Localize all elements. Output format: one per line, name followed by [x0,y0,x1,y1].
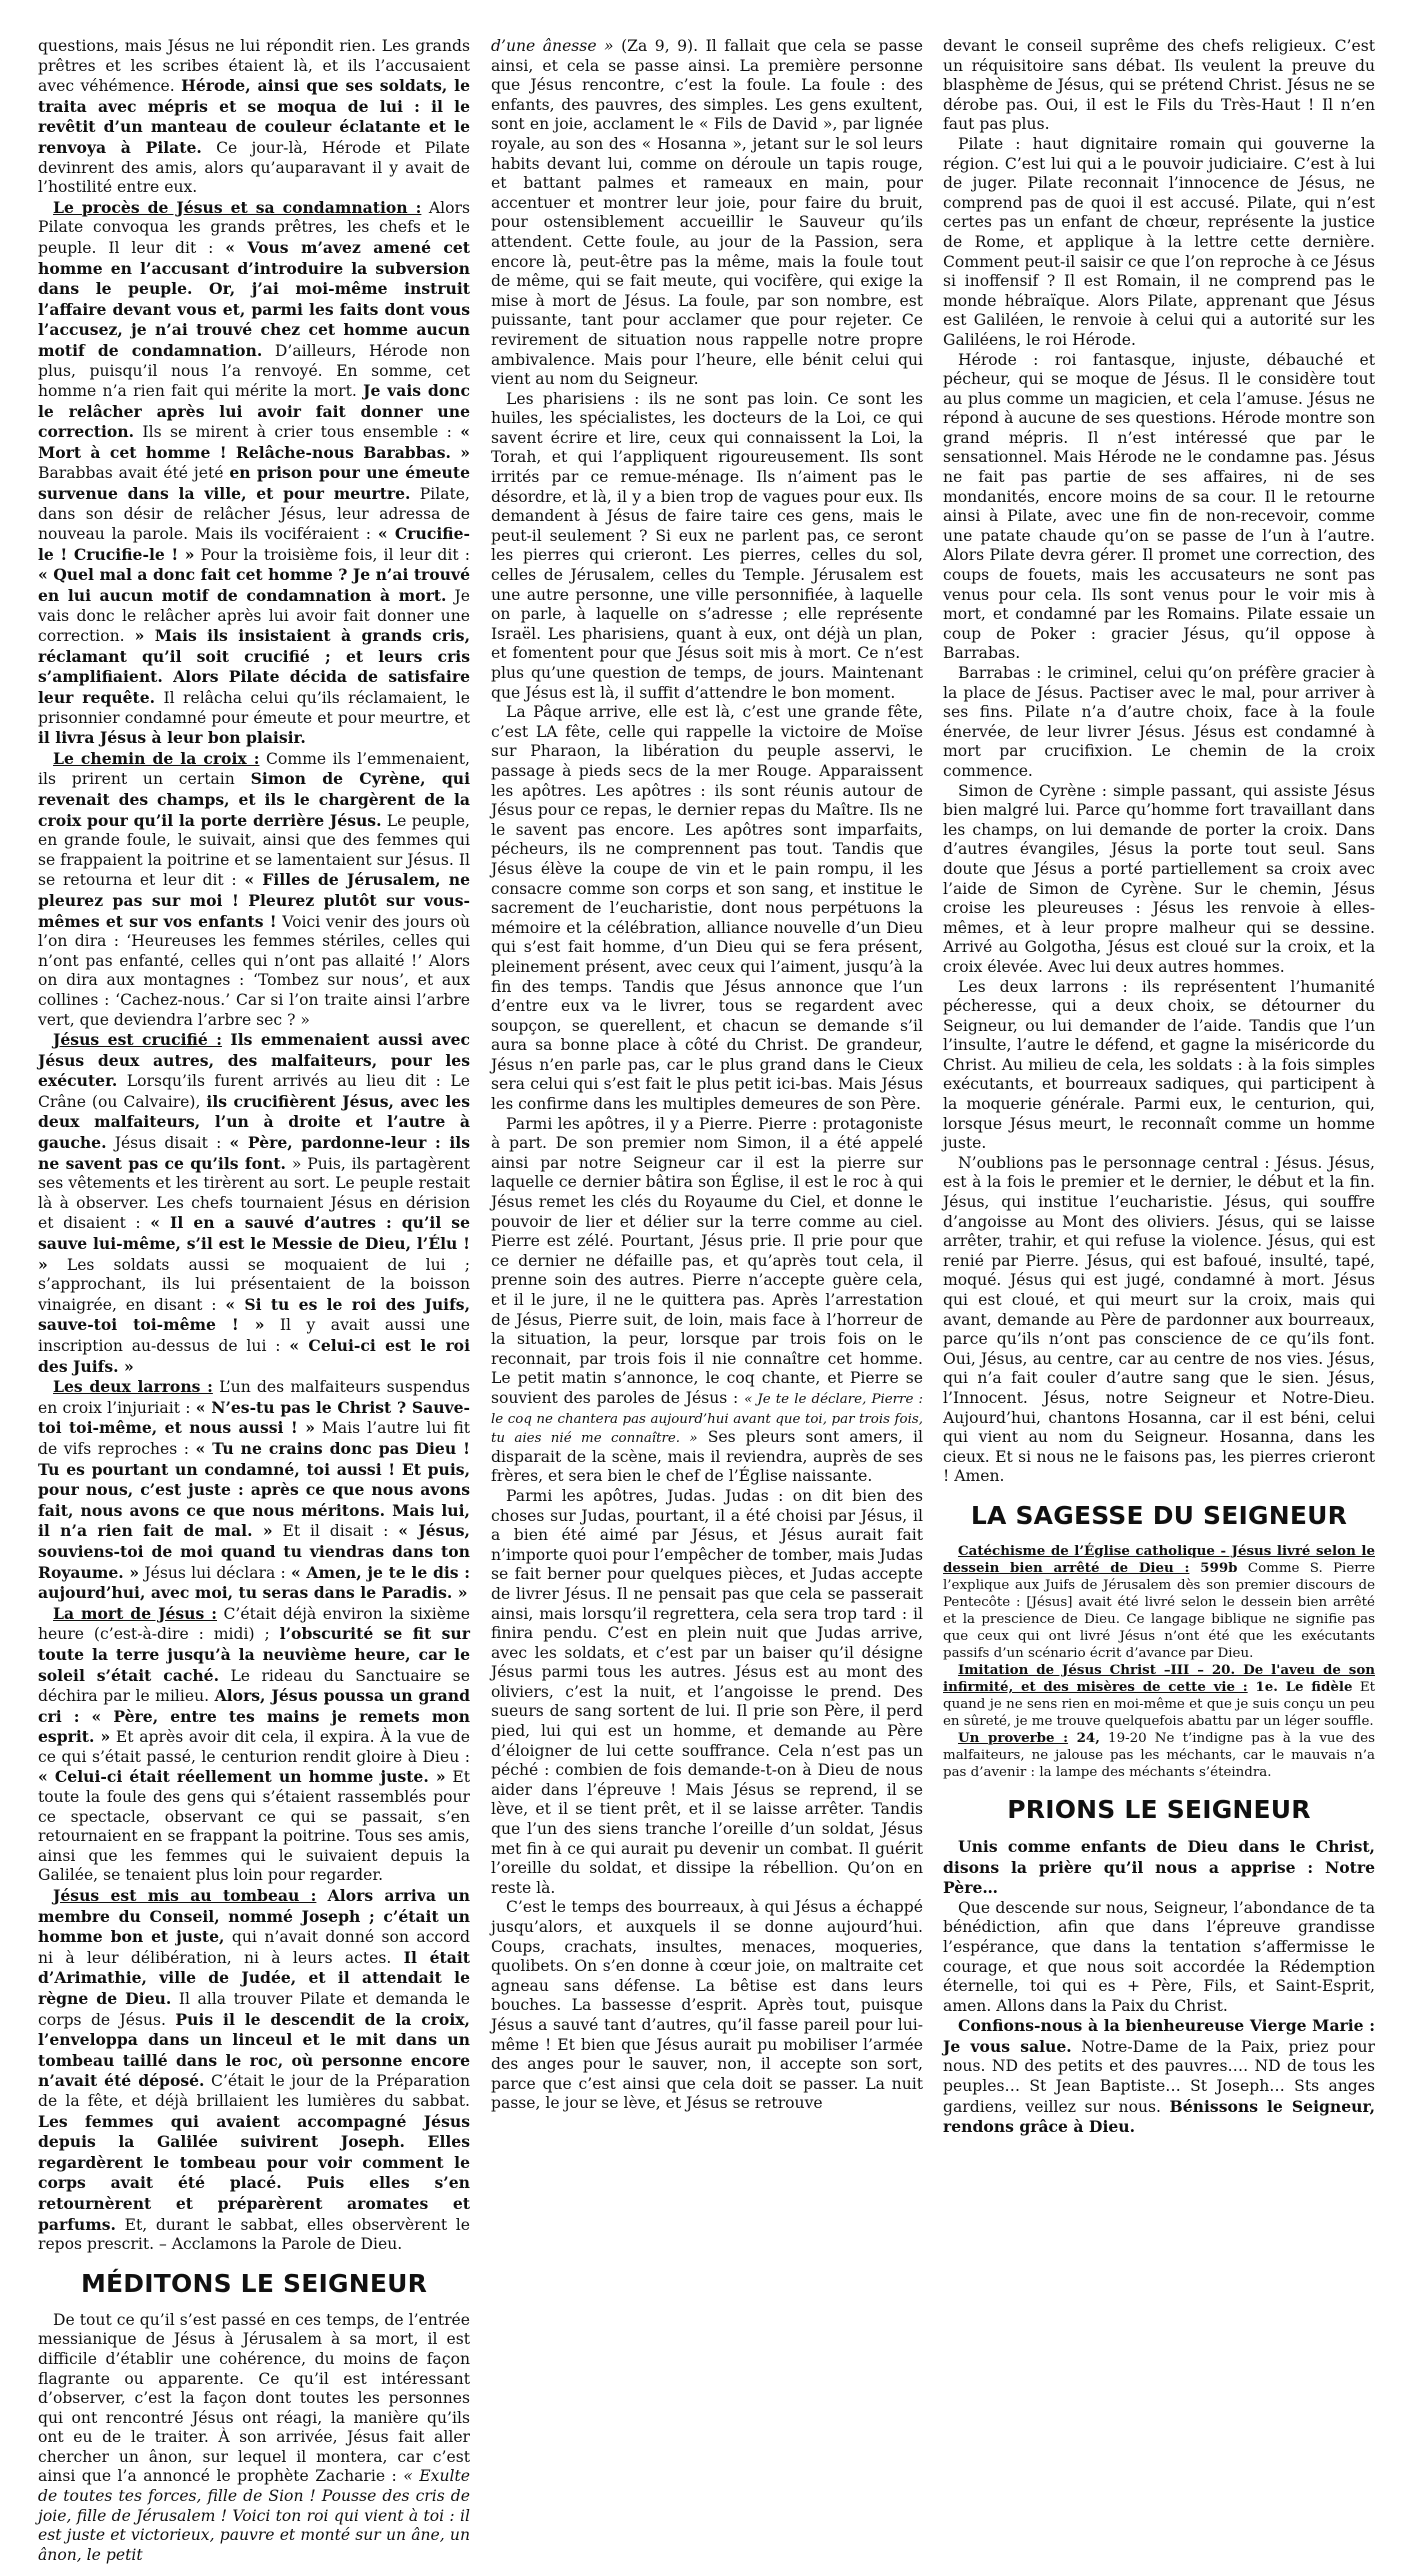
paragraph: La Pâque arrive, elle est là, c’est une grande fête, c’est LA fête, celle qui rappelle la victoire de Moïse sur Pharaon, la libération du peuple asservi, le passage à pieds secs de la mer Rouge. Apparaissent les apôtres. Les apôtres : ils sont réunis autour de Jésus pour ce repas, le dernier repas du Maître. Ils ne le savent pas encore. Les apôtres sont imparfaits, pécheurs, ils ne comprennent pas tout. Tandis que Jésus élève la coupe de vin et le pain rompu, il les consacre comme son corps et son sang, et institue le sacrement de l’eucharistie, dont nous perpétuons la mémoire et la célébration, alliance nouvelle d’un Dieu qui s’est fait homme, d’un Dieu qui se fera présent, pleinement présent, avec ceux qui l’aiment, jusqu’à la fin des temps. Tandis que Jésus annonce que l’un d’entre eux va le livrer, tous se regardent avec soupçon, se querellent, et chacun se demande s’il aura sa bonne place à côté du Christ. De grandeur, Jésus n’en parle pas, car le plus grand dans le Cieux sera celui qui s’est fait le plus petit ici-bas. Mais Jésus les confirme dans les multiples demeures de son Père. [491,703,923,1114]
section-heading: Le procès de Jésus et sa condamnation : [53,197,422,217]
paragraph: Barrabas : le criminel, celui qu’on préfère gracier à la place de Jésus. Pactiser avec le mal, pour arriver à ses fins. Pilate n’a d’autre choix, face à la foule énervée, de leur livrer Jésus. Jésus est condamné à mort par crucifixion. Le chemin de la croix commence. [943,664,1375,780]
section-heading: La mort de Jésus : [53,1603,218,1623]
paragraph: N’oublions pas le personnage central : Jésus. Jésus, est à la fois le premier et le dernier, le début et la fin. Jésus, qui institue l’eucharistie. Jésus, qui souffre d’angoisse au Mont des oliviers. Jésus, qui se laisse arrêter, trahir, et qui refuse la violence. Jésus, qui est renié par Pierre. Jésus, qui est bafoué, insulté, tapé, moqué. Jésus qui est jugé, condamné à mort. Jésus qui est cloué, et qui meurt sur la croix, mais qui avant, demande au Père de pardonner aux bourreaux, parce qu’ils n’ont pas conscience de ce qu’ils font. Oui, Jésus, au centre, car au centre de nos vies. Jésus, qui n’a fait couler d’autre sang que le sien. Jésus, l’Innocent. Jésus, notre Seigneur et Notre-Dieu. Aujourd’hui, chantons Hosanna, car il est béni, celui qui vient au nom du Seigneur. Hosanna, dans les cieux. Et si nous ne le faisons pas, les pierres crieront ! Amen. [943,1153,1375,1486]
paragraph: Parmi les apôtres, Judas. Judas : on dit bien des choses sur Judas, pourtant, il a été choisi par Jésus, il a bien été aimé par Jésus, et Jésus aurait fait n’importe quoi pour l’empêcher de tomber, mais Judas se fait berner pour quelques pièces, et Judas accepte de livrer Jésus. Il ne pensait pas que cela se passerait ainsi, mais lorsqu’il regrettera, cela sera trop tard : il finira pendu. C’est en plein nuit que Judas arrive, avec les soldats, et c’est par un baiser qu’il désigne Jésus parmi tous les autres. Jésus est au mont des oliviers, c’est la nuit, et l’angoisse le prend. Des sueurs de sang sortent de lui. Il prie son Père, il perd pied, lui qui est un homme, et demande au Père d’éloigner de lui cette souffrance. Cela n’est pas un péché : combien de fois demande-t-on à Dieu de nous aider dans l’épreuve ! Mais Jésus se reprend, il se lève, et il se tient prêt, et il se laisse arrêter. Tandis que l’un des siens tranche l’oreille d’un soldat, Jésus met fin à ce qui aurait pu devenir un combat. Il guérit l’oreille du soldat, et dissipe la rébellion. Qu’on en reste là. [491,1486,923,1897]
column-1 [38,37,470,2565]
column-2 [491,37,923,2114]
paragraph: Le chemin de la croix : Comme ils l’emmenaient, ils prirent un certain Simon de Cyrène, qui revenait des champs, et ils le chargèrent de la croix pour qu’il la porte derrière Jésus. Le peuple, en grande foule, le suivait, ainsi que des femmes qui se frappaient la poitrine et se lamentaient sur Jésus. Il se retourna et leur dit : « Filles de Jérusalem, ne pleurez pas sur moi ! Pleurez plutôt sur vous-mêmes et sur vos enfants ! Voici venir des jours où l’on dira : ‘Heureuses les femmes stériles, celles qui n’ont pas enfanté, celles qui n’ont pas allaité !’ Alors on dira aux montagnes : ‘Tombez sur nous’, et aux collines : ‘Cachez-nous.’ Car si l’on traite ainsi l’arbre vert, que deviendra l’arbre sec ? » [38,748,470,1029]
paragraph: Unis comme enfants de Dieu dans le Christ, disons la prière qu’il nous a apprise : Notre Père… [943,1836,1375,1898]
catechism-paragraph: Catéchisme de l’Église catholique - Jésus livré selon le dessein bien arrêté de Dieu : 599b Comme S. Pierre l’explique aux Juifs de Jérusalem dès son premier discours de Pentecôte : [Jésus] avait été livré selon le dessein bien arrêté et la prescience de Dieu. Ce langage biblique ne signifie pas que ceux qui ont livré Jésus n’ont été que les exécutants passifs d’un scénario écrit d’avance par Dieu. [943,1542,1375,1661]
proverb-paragraph: Un proverbe : 24, 19-20 Ne t’indigne pas à la vue des malfaiteurs, ne jalouse pas les méchants, car le mauvais n’a pas d’avenir : la lampe des méchants s’éteindra. [943,1729,1375,1780]
paragraph: Jésus est mis au tombeau : Alors arriva un membre du Conseil, nommé Joseph ; c’était un homme bon et juste, qui n’avait donné son accord ni à leur délibération, ni à leurs actes. Il était d’Arimathie, ville de Judée, et il attendait le règne de Dieu. Il alla trouver Pilate et demanda le corps de Jésus. Puis il le descendit de la croix, l’enveloppa dans un linceul et le mit dans un tombeau taillé dans le roc, où personne encore n’avait été déposé. C’était le jour de la Préparation de la fête, et déjà brillaient les lumières du sabbat. Les femmes qui avaient accompagné Jésus depuis la Galilée suivirent Joseph. Elles regardèrent le tombeau pour voir comment le corps avait été placé. Puis elles s’en retournèrent et préparèrent aromates et parfums. Et, durant le sabbat, elles observèrent le repos prescrit. – Acclamons la Parole de Dieu. [38,1886,470,2254]
paragraph: Pilate : haut dignitaire romain qui gouverne la région. C’est lui qui a le pouvoir judiciaire. C’est à lui de juger. Pilate reconnait l’innocence de Jésus, ne comprend pas de quoi il est accusé. Pilate, qui n’est certes pas un enfant de chœur, représente la justice de Rome, et applique à la lettre cette dernière. Comment peut-il saisir ce que l’on reproche à ce Jésus si inoffensif ? Il est Romain, il ne comprend pas le monde hébraïque. Alors Pilate, apprenant que Jésus est Galiléen, le renvoie à celui qui a autorité sur les Galiléens, le roi Hérode. [943,134,1375,349]
paragraph: De tout ce qu’il s’est passé en ces temps, de l’entrée messianique de Jésus à Jérusalem à sa mort, il est difficile d’établir une cohérence, du moins de façon flagrante ou apparente. Ce qu’il est intéressant d’observer, c’est la façon dont toutes les personnes qui ont rencontré Jésus ont réagi, la manière qu’ils ont eu de le traiter. À son arrivée, Jésus fait aller chercher un ânon, sur lequel il montera, car c’est ainsi que l’a annoncé le prophète Zacharie : « Exulte de toutes tes forces, fille de Sion ! Pousse des cris de joie, fille de Jérusalem ! Voici ton roi qui vient à toi : il est juste et victorieux, pauvre et monté sur un âne, un ânon, le petit [38,2310,470,2564]
section-title: MÉDITONS LE SEIGNEUR [80,2268,428,2298]
paragraph: La mort de Jésus : C’était déjà environ la sixième heure (c’est-à-dire : midi) ; l’obscurité se fit sur toute la terre jusqu’à la neuvième heure, car le soleil s’était caché. Le rideau du Sanctuaire se déchira par le milieu. Alors, Jésus poussa un grand cri : « Père, entre tes mains je remets mon esprit. » Et après avoir dit cela, il expira. À la vue de ce qui s’était passé, le centurion rendit gloire à Dieu : « Celui-ci était réellement un homme juste. » Et toute la foule des gens qui s’étaient rassemblés pour ce spectacle, observant ce qui se passait, s’en retournaient en se frappant la poitrine. Tous ses amis, ainsi que les femmes qui le suivaient depuis la Galilée, se tenaient plus loin pour regarder. [38,1603,470,1885]
column-3 [943,37,1375,2138]
section-heading: Le chemin de la croix : [53,748,260,768]
paragraph: Jésus est crucifié : Ils emmenaient aussi avec Jésus deux autres, des malfaiteurs, pour les exécuter. Lorsqu’ils furent arrivés au lieu dit : Le Crâne (ou Calvaire), ils crucifièrent Jésus, avec les deux malfaiteurs, l’un à droite et l’autre à gauche. Jésus disait : « Père, pardonne-leur : ils ne savent pas ce qu’ils font. » Puis, ils partagèrent ses vêtements et les tirèrent au sort. Le peuple restait là à observer. Les chefs tournaient Jésus en dérision et disaient : « Il en a sauvé d’autres : qu’il se sauve lui-même, s’il est le Messie de Dieu, l’Élu ! » Les soldats aussi se moquaient de lui ; s’approchant, ils lui présentaient de la boisson vinaigrée, en disant : « Si tu es le roi des Juifs, sauve-toi toi-même ! » Il y avait aussi une inscription au-dessus de lui : « Celui-ci est le roi des Juifs. » [38,1030,471,1376]
paragraph: Confions-nous à la bienheureuse Vierge Marie : Je vous salue. Notre-Dame de la Paix, priez pour nous. ND des petits et des pauvres…. ND de tous les peuples… St Jean Baptiste… St Joseph… Sts anges gardiens, veillez sur nous. Bénissons le Seigneur, rendons grâce à Dieu. [943,2016,1376,2137]
paragraph: Les pharisiens : ils ne sont pas loin. Ce sont les huiles, les spécialistes, les docteurs de la Loi, ce qui savent écrire et lire, ceux qui connaissent la Loi, la Torah, et qui l’appliquent rigoureusement. Ils sont irrités par ce remue-ménage. Ils n’aiment pas le désordre, et là, il y a bien trop de vagues pour eux. Ils demandent à Jésus de faire taire ces gens, mais le peut-il seulement ? Si eux ne parlent pas, ce seront les pierres qui crieront. Les pierres, celles du sol, celles de Jérusalem, celles du Temple. Jérusalem est une autre personne, une ville personnifiée, à laquelle on parle, à laquelle on s’adresse ; elle représente Israël. Les pharisiens, quant à eux, ont déjà un plan, et fomentent pour que Jésus soit mis à mort. Ce n’est plus qu’une question de temps, de jours. Maintenant que Jésus est là, il suffit d’attendre le bon moment. [491,389,923,702]
section-heading: Les deux larrons : [53,1377,213,1397]
paragraph: Parmi les apôtres, il y a Pierre. Pierre : protagoniste à part. De son premier nom Simon, il a été appelé ainsi par notre Seigneur car il est la pierre sur laquelle ce dernier bâtira son Église, il est le roc à qui Jésus remet les clés du Royaume du Ciel, et donne le pouvoir de lier et délier sur la terre comme au ciel. Pierre est zélé. Pourtant, Jésus prie. Il prie pour que ce dernier ne défaille pas, et qu’après tout cela, il prenne soin des autres. Pierre n’accepte guère cela, et il le jure, il ne le quittera pas. Après l’arrestation de Jésus, Pierre suit, de loin, mais face à l’horreur de la situation, la peur, lorsque par trois fois on le reconnait, par trois fois il nie connaître cet homme. Le petit matin s’annonce, le coq chante, et Pierre se souvient des paroles de Jésus : « Je te le déclare, Pierre : le coq ne chantera pas aujourd’hui avant que toi, par trois fois, tu aies nié me connaître. » Ses pleurs sont amers, il disparait de la scène, mais il reviendra, auprès de ses frères, et sera bien le chef de l’Église naissante. [491,1114,923,1486]
section-title: PRIONS LE SEIGNEUR [1007,1794,1311,1824]
paragraph: questions, mais Jésus ne lui répondit rien. Les grands prêtres et les scribes étaient là, et ils l’accusaient avec véhémence. Hérode, ainsi que ses soldats, le traita avec mépris et se moqua de lui : il le revêtit d’un manteau de couleur éclatante et le renvoya à Pilate. Ce jour-là, Hérode et Pilate devinrent des amis, alors qu’auparavant il y avait de l’hostilité entre eux. [38,37,471,197]
paragraph: Le procès de Jésus et sa condamnation : Alors Pilate convoqua les grands prêtres, les chefs et le peuple. Il leur dit : « Vous m’avez amené cet homme en l’accusant d’introduire la subversion dans le peuple. Or, j’ai moi-même instruit l’affaire devant vous et, parmi les faits dont vous l’accusez, je n’ai trouvé chez cet homme aucun motif de condamnation. D’ailleurs, Hérode non plus, puisqu’il nous l’a renvoyé. En somme, cet homme n’a rien fait qui mérite la mort. Je vais donc le relâcher après lui avoir fait donner une correction. Ils se mirent à crier tous ensemble : « Mort à cet homme ! Relâche-nous Barabbas. » Barabbas avait été jeté en prison pour une émeute survenue dans la ville, et pour meurtre. Pilate, dans son désir de relâcher Jésus, leur adressa de nouveau la parole. Mais ils vociféraient : « Crucifie-le ! Crucifie-le ! » Pour la troisième fois, il leur dit : « Quel mal a donc fait cet homme ? Je n’ai trouvé en lui aucun motif de condamnation à mort. Je vais donc le relâcher après lui avoir fait donner une correction. » Mais ils insistaient à grands cris, réclamant qu’il soit crucifié ; et leurs cris s’amplifiaient. Alors Pilate décida de satisfaire leur requête. Il relâcha celui qu’ils réclamaient, le prisonnier condamné pour émeute et pour meurtre, et il livra Jésus à leur bon plaisir. [38,197,471,748]
imitation-paragraph: Imitation de Jésus Christ –III – 20. De l'aveu de son infirmité, et des misères de cette vie : 1e. Le fidèle Et quand je ne sens rien en moi-même et que je suis conçu un peu en sûreté, je me trouve quelquefois abattu par un léger souffle. [943,1661,1375,1729]
paragraph: Les deux larrons : ils représentent l’humanité pécheresse, qui a deux choix, se détourner du Seigneur, ou lui demander de l’aide. Tandis que l’un l’insulte, l’autre le défend, et gagne la miséricorde du Christ. Au milieu de cela, les soldats : à la fois simples exécutants, et bourreaux sadiques, qui participent à la moquerie générale. Parmi eux, le centurion, qui, lorsque Jésus meurt, le reconnaît comme un homme juste. [943,977,1375,1153]
paragraph: Que descende sur nous, Seigneur, l’abondance de ta bénédiction, afin que dans l’épreuve grandisse l’espérance, que dans la tentation s’affermisse le courage, et que nous soit accordée la Rédemption éternelle, toi qui es + Père, Fils, et Saint-Esprit, amen. Allons dans la Paix du Christ. [943,1898,1375,2015]
paragraph: C’est le temps des bourreaux, à qui Jésus a échappé jusqu’alors, et auxquels il se donne aujourd’hui. Coups, crachats, insultes, menaces, moqueries, quolibets. On s’en donne à cœur joie, on maltraite cet agneau sans défense. La bêtise est dans leurs bouches. La bassesse d’esprit. Après tout, puisque Jésus a sauvé tant d’autres, qu’il fasse pareil pour lui-même ! Et bien que Jésus aurait pu mobiliser l’armée des anges pour le sauver, non, il accepte son sort, parce que c’est ainsi que cela doit se passer. La nuit passe, le jour se lève, et Jésus se retrouve [491,1898,923,2113]
section-heading: Jésus est crucifié : [53,1030,222,1050]
section-heading: Jésus est mis au tombeau : [53,1886,317,1906]
section-title: LA SAGESSE DU SEIGNEUR [970,1500,1348,1530]
paragraph: Les deux larrons : L’un des malfaiteurs suspendus en croix l’injuriait : « N’es-tu pas le Christ ? Sauve-toi toi-même, et nous aussi ! » Mais l’autre lui fit de vifs reproches : « Tu ne crains donc pas Dieu ! Tu es pourtant un condamné, toi aussi ! Et puis, pour nous, c’est juste : après ce que nous avons fait, nous avons ce que nous méritons. Mais lui, il n’a rien fait de mal. » Et il disait : « Jésus, souviens-toi de moi quand tu viendras dans ton Royaume. » Jésus lui déclara : « Amen, je te le dis : aujourd’hui, avec moi, tu seras dans le Paradis. » [38,1377,471,1603]
paragraph: Simon de Cyrène : simple passant, qui assiste Jésus bien malgré lui. Parce qu’homme fort travaillant dans les champs, on lui demande de porter la croix. Dans d’autres évangiles, Jésus la porte tout seul. Sans doute que Jésus a porté partiellement sa croix avec l’aide de Simon de Cyrène. Sur le chemin, Jésus croise les pleureuses : Jésus les renvoie à elles-mêmes, et à leur propre malheur qui se dessine. Arrivé au Golgotha, Jésus est cloué sur la croix, et la croix élevée. Avec lui deux autres hommes. [943,781,1375,976]
paragraph: d’une ânesse » (Za 9, 9). Il fallait que cela se passe ainsi, et cela se passe ainsi. La première personne que Jésus rencontre, c’est la foule. La foule : des enfants, des pauvres, des simples. Les gens exultent, sont en joie, acclament le « Fils de David », par lignée royale, au son des « Hosanna », jetant sur le sol leurs habits devant lui, comme on déroule un tapis rouge, et battant palmes et rameaux en main, pour accentuer et montrer leur joie, pour faire du bruit, pour ostensiblement accueillir le Sauveur qu’ils attendent. Cette foule, au jour de la Passion, sera encore là, peut-être pas la même, mais la foule tout de même, qui se fait meute, qui vocifère, qui exige la mise à mort de Jésus. La foule, par son nombre, est puissante, tant pour acclamer que pour rejeter. Ce revirement de situation nous rappelle notre propre ambivalence. Mais pour l’heure, elle bénit celui qui vient au nom du Seigneur. [491,37,923,389]
paragraph: devant le conseil suprême des chefs religieux. C’est un réquisitoire sans débat. Ils veulent la preuve du blasphème de Jésus, qui se prétend Christ. Jésus ne se dérobe pas. Oui, il est le Fils du Très-Haut ! Il n’en faut pas plus. [943,37,1375,134]
paragraph: Hérode : roi fantasque, injuste, débauché et pécheur, qui se moque de Jésus. Il le considère tout au plus comme un magicien, et cela l’amuse. Jésus ne répond à aucune de ses questions. Hérode montre son grand mépris. Il n’est intéressé que par le sensationnel. Mais Hérode ne le condamne pas. Jésus ne fait pas partie de ses affaires, ni de ses mondanités, encore moins de sa cour. Il le retourne ainsi à Pilate, avec une fin de non-recevoir, comme une patate chaude qu’on se passe de l’un à l’autre. Alors Pilate devra gérer. Il promet une correction, des coups de fouets, mais les accusateurs ne sont pas venus pour cela. Ils sont venus pour le voir mis à mort, et condamné par les Romains. Pilate essaie un coup de Poker : gracier Jésus, qu’il oppose à Barrabas. [943,350,1375,663]
